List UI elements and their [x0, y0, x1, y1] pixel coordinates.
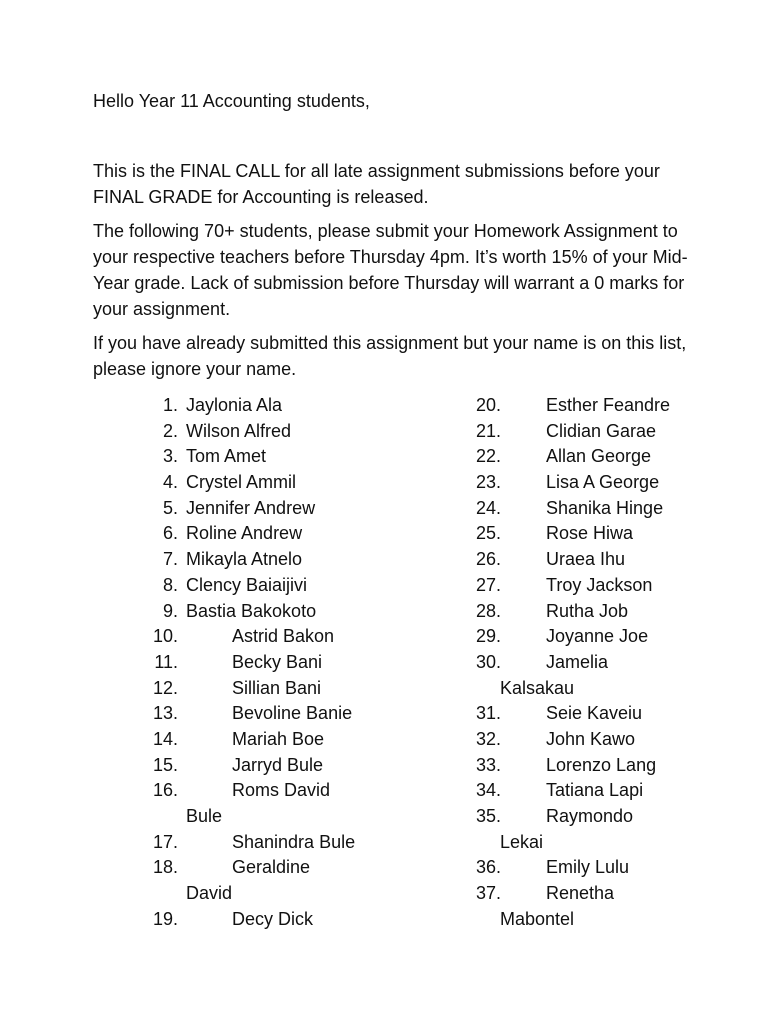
list-item: [0, 546, 768, 572]
list-item-number: 28.: [476, 600, 502, 621]
list-item-number: 35.: [476, 806, 502, 826]
student-name: Lorenzo Lang: [546, 754, 657, 775]
list-item-number: 1.: [162, 395, 178, 415]
list-item-number: 5.: [162, 497, 178, 518]
list-item-number: 10.: [152, 626, 178, 647]
student-name: Becky Bani: [232, 651, 323, 672]
list-item: [0, 495, 768, 521]
student-name: Rose Hiwa: [546, 523, 634, 544]
list-item-number: 2.: [162, 420, 178, 441]
list-item-number: 34.: [476, 780, 502, 801]
student-name: Emily Lulu: [546, 857, 630, 878]
list-item-number: 26.: [476, 549, 502, 570]
student-name: Mariah Boe: [232, 728, 325, 749]
list-item-number: 31.: [476, 703, 502, 724]
student-name: Raymondo: [546, 806, 634, 826]
list-item-number: 11.: [154, 651, 178, 672]
student-name: Astrid Bakon: [232, 626, 335, 647]
list-item-number: 17.: [152, 831, 178, 852]
ignore-note-paragraph: If you have already submitted this assignment but your name is on this list, please ignore your name.: [93, 333, 687, 379]
list-item: [0, 726, 768, 752]
student-name: Crystel Ammil: [186, 472, 297, 493]
list-item-number: 29.: [476, 626, 502, 647]
student-list-right: [0, 392, 768, 931]
list-item: [0, 649, 768, 675]
submission-instructions-paragraph: The following 70+ students, please submit your Homework Assignment to your respective teachers before Thursday 4pm. It’s worth 15% of your Mid-Year grade. Lack of submission before Thursday will warrant a 0 marks for your assignment.: [93, 221, 688, 319]
list-item: [0, 700, 768, 726]
student-name: Shanika Hinge: [546, 497, 664, 518]
list-item: [0, 469, 768, 495]
student-name: Geraldine: [232, 857, 311, 878]
list-item-number: 30.: [476, 651, 502, 672]
student-name: Uraea Ihu: [546, 549, 626, 570]
list-item: [0, 854, 768, 880]
list-item-number: 19.: [152, 908, 178, 929]
list-item: [0, 443, 768, 469]
student-name: Mikayla Atnelo: [186, 549, 303, 570]
student-name: Tatiana Lapi: [546, 780, 644, 801]
student-name: Sillian Bani: [232, 677, 322, 698]
list-item-number: 25.: [476, 523, 502, 544]
list-item: [0, 803, 768, 829]
list-item: [0, 572, 768, 598]
student-name: Tom Amet: [186, 446, 267, 467]
list-item: [0, 752, 768, 778]
student-name: Jamelia: [546, 651, 609, 672]
student-name: Jarryd Bule: [232, 754, 324, 775]
list-item-number: 16.: [152, 780, 178, 801]
list-item-number: 24.: [476, 497, 502, 518]
list-item-continuation: [0, 675, 768, 701]
list-item-number: 32.: [476, 728, 502, 749]
student-name: Lisa A George: [546, 472, 660, 493]
student-name: Rutha Job: [546, 600, 629, 621]
student-name: Seie Kaveiu: [546, 703, 643, 724]
student-name: Roms David: [232, 780, 331, 801]
student-name: Joyanne Joe: [546, 626, 649, 647]
student-name: Decy Dick: [232, 908, 314, 929]
student-name: Renetha: [546, 883, 615, 904]
list-item-number: 14.: [152, 728, 178, 749]
list-item-number: 20.: [476, 395, 502, 415]
student-name: Wilson Alfred: [186, 420, 292, 441]
greeting-line: Hello Year 11 Accounting students,: [93, 91, 370, 111]
list-item-number: 9.: [162, 600, 178, 621]
student-name: Bevoline Banie: [232, 703, 353, 724]
list-item-number: 36.: [476, 857, 502, 878]
list-item-number: 33.: [476, 754, 502, 775]
student-name: Esther Feandre: [546, 395, 671, 415]
student-name-continuation: Kalsakau: [500, 677, 575, 698]
list-item: [0, 520, 768, 546]
student-name-continuation: Mabontel: [500, 908, 575, 929]
student-name-continuation: Bule: [186, 806, 223, 826]
list-item-continuation: [0, 829, 768, 855]
list-item: [0, 623, 768, 649]
list-item-number: 15.: [152, 754, 178, 775]
student-name: Bastia Bakokoto: [186, 600, 317, 621]
list-item-number: 6.: [162, 523, 178, 544]
list-item-number: 27.: [476, 574, 502, 595]
list-item-number: 13.: [152, 703, 178, 724]
list-item-number: 3.: [162, 446, 178, 467]
list-item-number: 23.: [476, 472, 502, 493]
list-item-number: 4.: [162, 472, 178, 493]
student-name: John Kawo: [546, 728, 636, 749]
student-name-continuation: David: [186, 883, 233, 904]
list-item-number: 12.: [152, 677, 178, 698]
student-name: Troy Jackson: [546, 574, 653, 595]
student-name: Jaylonia Ala: [186, 395, 283, 415]
list-item-number: 7.: [162, 549, 178, 570]
list-item: [0, 880, 768, 906]
list-item: [0, 777, 768, 803]
student-name-continuation: Lekai: [500, 831, 544, 852]
list-item: [0, 418, 768, 444]
student-name: Allan George: [546, 446, 652, 467]
list-item-number: 37.: [476, 883, 502, 904]
list-item-number: 21.: [476, 420, 502, 441]
list-item-number: 22.: [476, 446, 502, 467]
final-call-paragraph: This is the FINAL CALL for all late assignment submissions before your FINAL GRADE for Accounting is released.: [93, 161, 660, 207]
student-name: Jennifer Andrew: [186, 497, 316, 518]
list-item-continuation: [0, 906, 768, 932]
student-name: Roline Andrew: [186, 523, 303, 544]
list-item: [0, 598, 768, 624]
list-item-number: 18.: [152, 857, 178, 878]
list-item-number: 8.: [162, 574, 178, 595]
student-name: Shanindra Bule: [232, 831, 356, 852]
list-item: [0, 392, 768, 418]
student-name: Clidian Garae: [546, 420, 657, 441]
student-name: Clency Baiaijivi: [186, 574, 308, 595]
